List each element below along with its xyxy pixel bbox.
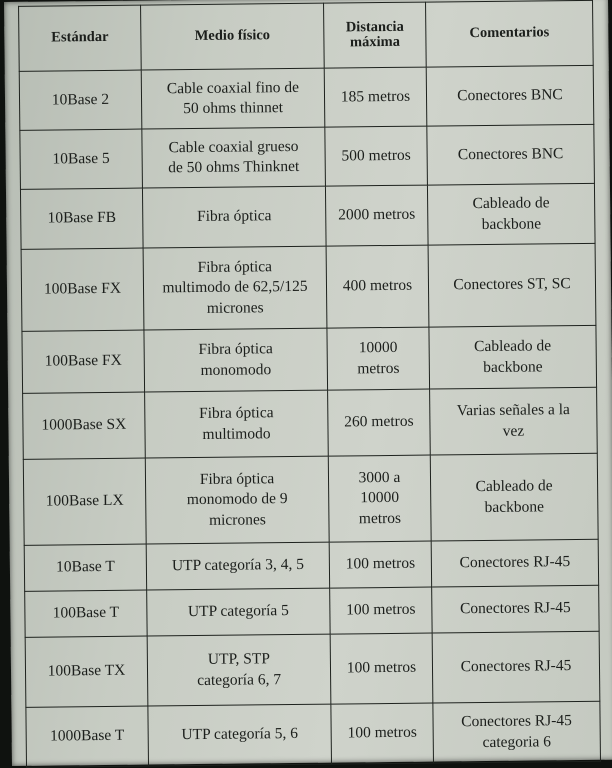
table-header-row xyxy=(19,0,594,71)
cell-distance: 2000 metros xyxy=(325,185,428,246)
cell-standard: 10Base 2 xyxy=(19,70,142,130)
cell-standard: 100Base TX xyxy=(25,636,148,707)
header-physical-medium: Medio físico xyxy=(141,3,325,70)
table-row xyxy=(25,631,600,707)
cell-distance: 400 metros xyxy=(326,245,429,328)
table-row xyxy=(20,183,595,249)
cell-standard: 1000Base SX xyxy=(23,392,146,459)
cell-medium: UTP categoría 5 xyxy=(147,588,330,636)
cell-distance: 100 metros xyxy=(330,633,433,704)
cell-medium: Fibra óptica xyxy=(142,186,326,248)
cell-standard: 10Base FB xyxy=(20,188,143,249)
cell-comment: Conectores RJ-45 categoria 6 xyxy=(433,701,601,763)
cell-standard: 100Base FX xyxy=(22,330,145,393)
cell-medium: Cable coaxial fino de 50 ohms thinnet xyxy=(141,68,325,129)
table-row xyxy=(23,453,598,545)
cell-standard: 100Base T xyxy=(25,590,147,637)
cell-medium: Fibra óptica multimodo de 62,5/125 micrones xyxy=(143,246,327,330)
document-page xyxy=(4,0,612,766)
table-row xyxy=(26,701,601,767)
cell-medium: Fibra óptica monomodo xyxy=(144,328,328,392)
cell-distance: 185 metros xyxy=(324,67,427,127)
table-row xyxy=(23,387,598,459)
table-row xyxy=(24,539,598,591)
cell-comment: Cableado de backbone xyxy=(427,183,595,245)
table-row xyxy=(22,325,597,393)
cell-distance: 260 metros xyxy=(328,389,431,456)
cell-comment: Conectores BNC xyxy=(427,124,595,185)
cell-distance: 100 metros xyxy=(331,703,434,764)
cell-comment: Varias señales a la vez xyxy=(430,387,598,455)
cell-standard: 10Base 5 xyxy=(20,129,143,189)
cell-medium: UTP, STP categoría 6, 7 xyxy=(147,634,331,706)
cell-distance: 100 metros xyxy=(330,587,432,634)
cell-comment: Cableado de backbone xyxy=(429,325,597,389)
cell-medium: Fibra óptica multimodo xyxy=(145,390,329,458)
cell-comment: Conectores RJ-45 xyxy=(432,585,599,633)
table-row xyxy=(19,65,594,130)
cell-comment: Conectores ST, SC xyxy=(428,243,596,327)
cell-medium: UTP categoría 3, 4, 5 xyxy=(146,542,329,590)
cell-distance: 500 metros xyxy=(325,126,428,186)
table-row xyxy=(21,243,596,331)
cell-standard: 100Base FX xyxy=(21,248,144,331)
cell-standard: 100Base LX xyxy=(23,458,146,545)
header-max-distance: Distancia máxima xyxy=(324,2,427,68)
cell-standard: 10Base T xyxy=(24,544,146,591)
cell-comment: Conectores RJ-45 xyxy=(432,631,600,703)
cell-medium: Cable coaxial grueso de 50 ohms Thinknet xyxy=(142,127,326,188)
cell-medium: UTP categoría 5, 6 xyxy=(148,704,332,766)
cell-standard: 1000Base T xyxy=(26,706,149,767)
header-comments: Comentarios xyxy=(426,0,594,67)
table-row xyxy=(20,124,595,189)
cell-distance: 3000 a 10000 metros xyxy=(328,455,431,542)
cell-distance: 10000 metros xyxy=(327,327,430,390)
cell-medium: Fibra óptica monomodo de 9 micrones xyxy=(145,456,329,544)
table-row xyxy=(25,585,599,637)
ethernet-standards-table xyxy=(18,0,601,768)
cell-comment: Conectores RJ-45 xyxy=(431,539,598,587)
cell-distance: 100 metros xyxy=(329,541,431,588)
cell-comment: Conectores BNC xyxy=(426,65,594,126)
header-standard: Estándar xyxy=(19,5,142,71)
cell-comment: Cableado de backbone xyxy=(430,453,598,541)
